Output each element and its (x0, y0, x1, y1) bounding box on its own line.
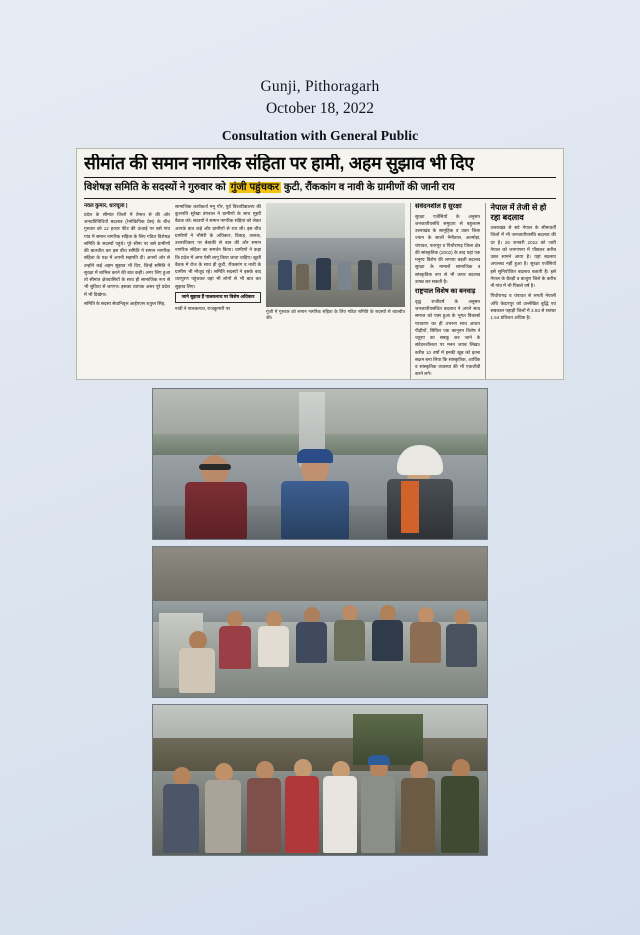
villager-seated (371, 605, 405, 661)
seated-figure (358, 260, 372, 290)
column-4-text-2: पिथौरागढ़ व चंपावत से लगती नेपाली अंचि केदारपुर को उल्लेखित बुद्धि एवं सबकाल पहाड़ी जिलों में 3.93 से सतंबर 1.54 प्रतिशत अधिक है। (490, 293, 556, 321)
group-member-blue-cap (359, 759, 397, 853)
person-torso (285, 776, 319, 853)
subhead-part-2: कुटी, रौंककांग व नावी के ग्रामीणों की जानी राय (283, 181, 455, 193)
group-member (399, 761, 437, 853)
seated-figure (338, 262, 351, 290)
villager-seated (257, 611, 291, 667)
person-torso (247, 778, 281, 853)
clipping-column-4 (485, 203, 556, 380)
column-3-headline: संवेदनशील है सुरक्षा (414, 202, 462, 210)
person-torso (410, 622, 441, 663)
villager-seated (333, 605, 367, 661)
location-title: Gunji, Pithoragarh (260, 78, 380, 95)
person-torso (163, 784, 199, 853)
group-member-white-shawl (321, 761, 359, 853)
person-head (201, 455, 229, 485)
villager-seated (295, 607, 329, 663)
glasses-icon (199, 464, 231, 470)
group-member-green-jacket (439, 759, 481, 853)
person-torso (281, 481, 349, 539)
page-subtitle: Consultation with General Public (221, 127, 419, 143)
photo-seated-panel-three-people (152, 388, 488, 540)
photo2-hill-background (153, 547, 487, 607)
column-3-text-2: वृद्ध राजीवर्ष के अनुसार जनजातीयसंचित बदलाव ने अपने साथ समाज को पास हुआ के भूगत विकासों परावरण का ही उभरना साथ आधार पीढ़ीयों, सिविल एक कानूनन विशेष ने चतुरए का सबकू कर जाने के संवेदनशीलता पर मनन जयब लिखा। करीब 10 वर्षों में इनकी खूब को इतना सक्षम बना लिया कि सांस्कृतिक, आर्थिक व सांस्कृतिक व्यवस्था की भी एकजीवी करने लगे। (414, 298, 481, 377)
person-torso (387, 479, 453, 539)
villager-seated-foreground (177, 631, 217, 693)
person-torso (296, 622, 327, 663)
clipping-subheadline (84, 178, 556, 199)
person-torso (219, 626, 251, 669)
photo-village-gathering-courtyard (152, 546, 488, 698)
person-torso (323, 776, 357, 853)
clipping-photo (266, 203, 405, 307)
seated-figure (296, 264, 309, 290)
group-member (161, 767, 201, 853)
clipping-column-1 (84, 203, 170, 380)
date-title: October 18, 2022 (265, 100, 375, 118)
person-man-with-blue-turban (279, 453, 353, 539)
group-member-red-scarf (283, 759, 321, 853)
page-heading (0, 0, 640, 144)
person-torso (361, 776, 395, 853)
photo-stack (152, 388, 488, 862)
clipping-photo-caption: गुंजी में गुरुवार को समान नागरिक संहिता के लिए गठित समिति के सदस्यों से बातचीत की। (266, 308, 405, 320)
person-torso (401, 778, 435, 853)
column-1-text: प्रदेश के सीमांत जिलों में तैनात से की ओर जनप्रतिनिधियों बदलाव (रेनोकिपिक प्रेस) के बीच गुरुवार को 12 हजार फीट की ऊंचाई पर बसे गांव गांव में समान नागरिक संहिता के लिए गठित विशेषज्ञ समिति के सदस्यों पहुंचे। पूरे सीमा पर बसे ग्रामीणों की बातचीत कर इस बीच समिति ने समान नागरिक संहिता के पक्ष में अपनी सहमति दी। अपनों ओर से उन्होंने कई अहम सुझाव भी दिए, जिन्हें समिति ने सुरक्षा में शामिल करने की बात कही। अगर लिए हुआ तो सीमांत क्षेत्रवासियों के साथ ही सामाजिक रूप से भी सुविधा से जाएगा। इसका व्यापक असर पूरे प्रदेश में भी दिखेगा। (84, 211, 171, 297)
person-torso (446, 624, 477, 667)
column-2-text: सामाजिक कार्यकर्ता मनु गौर, पूर्व विश्वविद्यालय की कुलपति सुरेखा डंगवाल ने ग्रामीणों के साथ मुहरी बैठक को। सदस्यों ने समान नागरिक संहिता को लेकर आपके बात कहे और ग्रामीणों से राय ली। इस बीच ग्रामीणों ने भीमेरी के अधिकार, विवाह, तलाक, उत्तराधिकार पर बेबाकी से बात की और समान नागरिक संहिता का समर्थन किया। ग्रामीणों ने कहा कि प्रदेश में अगर ऐसी लागू किया जाता चाहिए। खुशी बैठक में रोज के साथ ही कुटी, रौंककांग व नावी के ग्रामीण भी मौजूद रहे। समिति सदस्यों ने इसके बाद धारपुरण पहुंचकर वहां भी लोगों से भी बात कर सुझाव लिए। (175, 203, 262, 289)
person-man-with-glasses (181, 455, 253, 539)
column-3-subheadline: राष्ट्रपाल विशेष का बनवाड़ (414, 288, 476, 296)
orange-scarf (401, 481, 419, 533)
column-2-note: नावी ने पालकनाथ, राजकुमारी पर (175, 306, 231, 312)
person-woman-white-headscarf (381, 451, 459, 539)
clipping-headline: सीमांत की समान नागरिक संहिता पर हामी, अहम सुझाव भी दिए (84, 154, 556, 178)
person-torso (205, 780, 241, 853)
clipping-body (84, 203, 556, 380)
cap (368, 755, 390, 765)
subhead-part-1: विशेषज्ञ समिति के सदस्यों ने गुरुवार को (84, 181, 226, 193)
person-torso (441, 776, 479, 853)
person-torso (185, 482, 247, 539)
group-member (203, 763, 243, 853)
column-4-headline: नेपाल में तेजी से हो रहा बदलाव (490, 202, 547, 222)
person-torso (372, 620, 403, 661)
person-torso (334, 620, 365, 661)
column-4-text: उत्तराखंड से सटे नेपाल के सीमावर्ती जिलों में भी जनजातीयसंचि बदलाव की दर है। 26 जनवरी 2022 को जारी नेपाल को जनगणना में पौंछकर करीब उक्त सामने आया है। यहां बदलाव अपलब्ध नहीं हुआ है। सुरक्षा एजेंसियों इसे सुनियोजित बदलाव बताती हैं। इसे नेपाल के बैतड़ी व बाजुरा जिले के करीब नौ गांव में भी पिछले वर्ष है। (490, 225, 556, 289)
turban (297, 449, 333, 463)
seated-figure (378, 263, 392, 290)
seated-figure (278, 260, 292, 290)
clipping-photo-column (266, 203, 405, 380)
column-1-note: समिति के सदस्य सेवानिवृत्त आईएएस शत्रुघ्न सिंह, (84, 300, 166, 306)
villager-seated (409, 607, 443, 663)
column-2-callout: जाने सुझाव हैं पालकनाथ पर विशेष अधिकार (175, 292, 261, 303)
byline: नवल कुमार, धारचूला | (84, 202, 128, 209)
group-member (245, 761, 283, 853)
subhead-highlight: गुंजी पहुंचकर (230, 181, 280, 193)
seated-figure (316, 258, 331, 290)
photo-group-standing-outside-houses (152, 704, 488, 856)
photo-sky (266, 203, 405, 243)
person-torso (258, 626, 289, 667)
villager-seated (217, 611, 253, 669)
newspaper-clipping (76, 148, 564, 380)
person-torso (179, 648, 215, 693)
clipping-column-3 (410, 203, 481, 380)
villager-seated (445, 609, 479, 667)
column-3-text: सुरक्षा एजेंसियों के अनुसार जनजातीयसंचि समुदाय से बहुलतम उत्तराखंड के सामूहिक व उक्त जिला ज्यान के सालों नैनीताल, अल्मोड़ा, चंपावत, पतरपुर व पिथौरागढ़ जिला क्षेत्र की सांस्कृतिक (2002) के बाद यहां एक मनुष्य विशेष की लगाया बड़ती बदलाव सुरक्षा के मामलों सामाजिक व सांस्कृतिक रूप से भी तत्पर बदलाव उत्पन्न कर सकती है। (414, 213, 481, 284)
clipping-column-2 (175, 203, 261, 380)
